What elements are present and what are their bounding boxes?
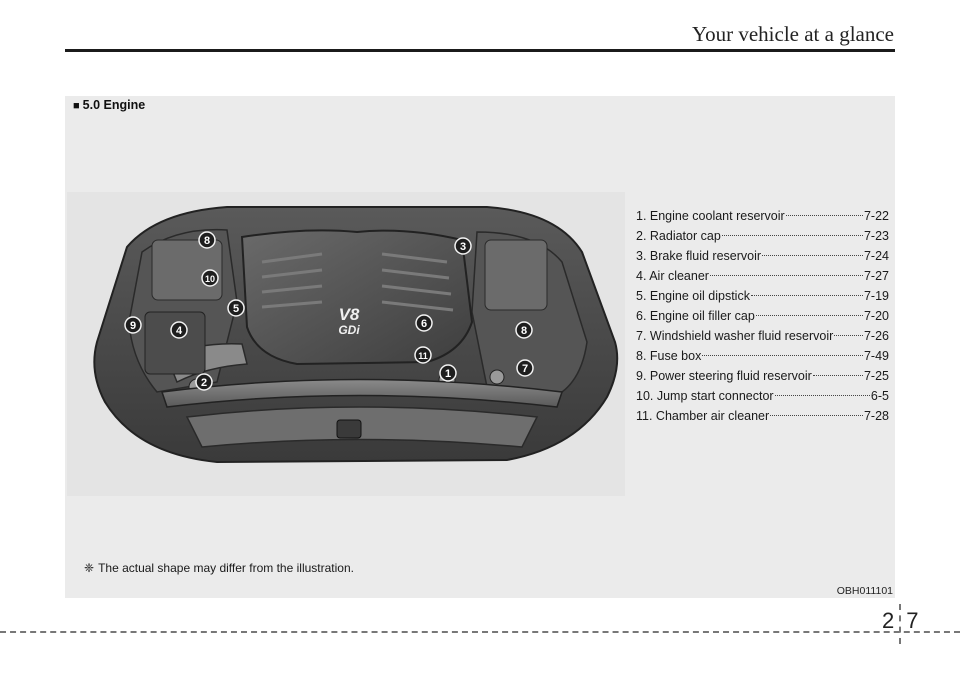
callout-3 (455, 238, 471, 254)
footer-dashed-rule (0, 631, 960, 633)
dot-leader (710, 275, 863, 276)
page-header-title: Your vehicle at a glance (692, 22, 894, 46)
part-label: 4. Air cleaner (636, 269, 709, 283)
parts-list-item (636, 366, 889, 386)
part-page-ref: 7-19 (863, 289, 889, 303)
parts-list-item (636, 306, 889, 326)
part-label: 6. Engine oil filler cap (636, 309, 755, 323)
callout-7 (517, 360, 533, 376)
engine-figure-panel (65, 96, 895, 598)
illustration-disclaimer (84, 561, 354, 575)
air-cleaner-box (145, 312, 205, 374)
hood-latch-shape (337, 420, 361, 438)
part-label: 9. Power steering fluid reservoir (636, 369, 812, 383)
callout-number: 8 (203, 235, 211, 247)
dot-leader (786, 215, 863, 216)
note-text: The actual shape may differ from the illustration. (98, 561, 354, 575)
part-label: 10. Jump start connector (636, 389, 774, 403)
dot-leader (770, 415, 863, 416)
dot-leader (834, 335, 863, 336)
part-page-ref: 7-28 (863, 409, 889, 423)
part-label: 8. Fuse box (636, 349, 702, 363)
callout-6 (416, 315, 432, 331)
part-page-ref: 7-26 (863, 329, 889, 343)
callout-number: 1 (444, 368, 452, 380)
part-page-ref: 7-27 (863, 269, 889, 283)
parts-list-item (636, 406, 889, 426)
engine-bay-drawing (67, 192, 625, 496)
page-number (882, 608, 919, 644)
part-label: 5. Engine oil dipstick (636, 289, 750, 303)
engine-bay-illustration (67, 192, 625, 496)
figure-code: OBH011101 (836, 585, 893, 597)
callout-8b (516, 322, 532, 338)
callout-1 (440, 365, 456, 381)
part-page-ref: 7-24 (863, 249, 889, 263)
callout-number: 10 (204, 274, 216, 284)
part-page-ref: 7-25 (863, 369, 889, 383)
page-in-chapter: 7 (906, 608, 919, 633)
part-page-ref: 7-22 (863, 209, 889, 223)
dot-leader (751, 295, 863, 296)
note-mark-icon: ❈ (84, 561, 95, 575)
callout-number: 3 (459, 241, 467, 253)
callout-number: 11 (418, 351, 428, 361)
dot-leader (762, 255, 863, 256)
part-page-ref: 7-23 (863, 229, 889, 243)
section-title (73, 98, 145, 112)
part-label: 3. Brake fluid reservoir (636, 249, 762, 263)
callout-number: 2 (200, 377, 208, 389)
dot-leader (775, 395, 870, 396)
engine-parts-list (636, 206, 889, 426)
part-page-ref: 7-49 (863, 349, 889, 363)
parts-list-item (636, 206, 889, 226)
dot-leader (756, 315, 863, 316)
section-title-text: 5.0 Engine (82, 98, 146, 112)
callout-5 (228, 300, 244, 316)
part-label: 11. Chamber air cleaner (636, 409, 770, 423)
header-rule (65, 49, 895, 52)
page-number-separator (899, 604, 901, 644)
callout-number: 6 (420, 318, 428, 330)
callout-number: 9 (129, 320, 137, 332)
part-label: 2. Radiator cap (636, 229, 721, 243)
section-marker-icon: ■ (73, 100, 80, 112)
callout-number: 7 (521, 363, 529, 375)
dot-leader (813, 375, 863, 376)
parts-list-item (636, 386, 889, 406)
callout-number: 5 (232, 303, 240, 315)
parts-list-item (636, 286, 889, 306)
callout-2 (196, 374, 212, 390)
callout-number: 8 (520, 325, 528, 337)
engine-cover-shape (242, 230, 472, 364)
parts-list-item (636, 266, 889, 286)
part-label: 7. Windshield washer fluid reservoir (636, 329, 834, 343)
parts-list-item (636, 346, 889, 366)
parts-list-item (636, 226, 889, 246)
callout-4 (171, 322, 187, 338)
callout-9 (125, 317, 141, 333)
part-label: 1. Engine coolant reservoir (636, 209, 785, 223)
dot-leader (722, 235, 863, 236)
engine-badge-gdi: GDi (338, 323, 360, 337)
callout-number: 4 (175, 325, 183, 337)
callout-8a (199, 232, 215, 248)
callout-11 (415, 347, 431, 363)
chapter-number: 2 (882, 608, 895, 633)
fuse-box-right-shape (485, 240, 547, 310)
part-page-ref: 7-20 (863, 309, 889, 323)
dot-leader (702, 355, 863, 356)
engine-badge-v8: V8 (338, 305, 360, 324)
parts-list-item (636, 246, 889, 266)
callout-10 (202, 270, 218, 286)
washer-reservoir-cap-shape (490, 370, 504, 384)
part-page-ref: 6-5 (870, 389, 889, 403)
parts-list-item (636, 326, 889, 346)
